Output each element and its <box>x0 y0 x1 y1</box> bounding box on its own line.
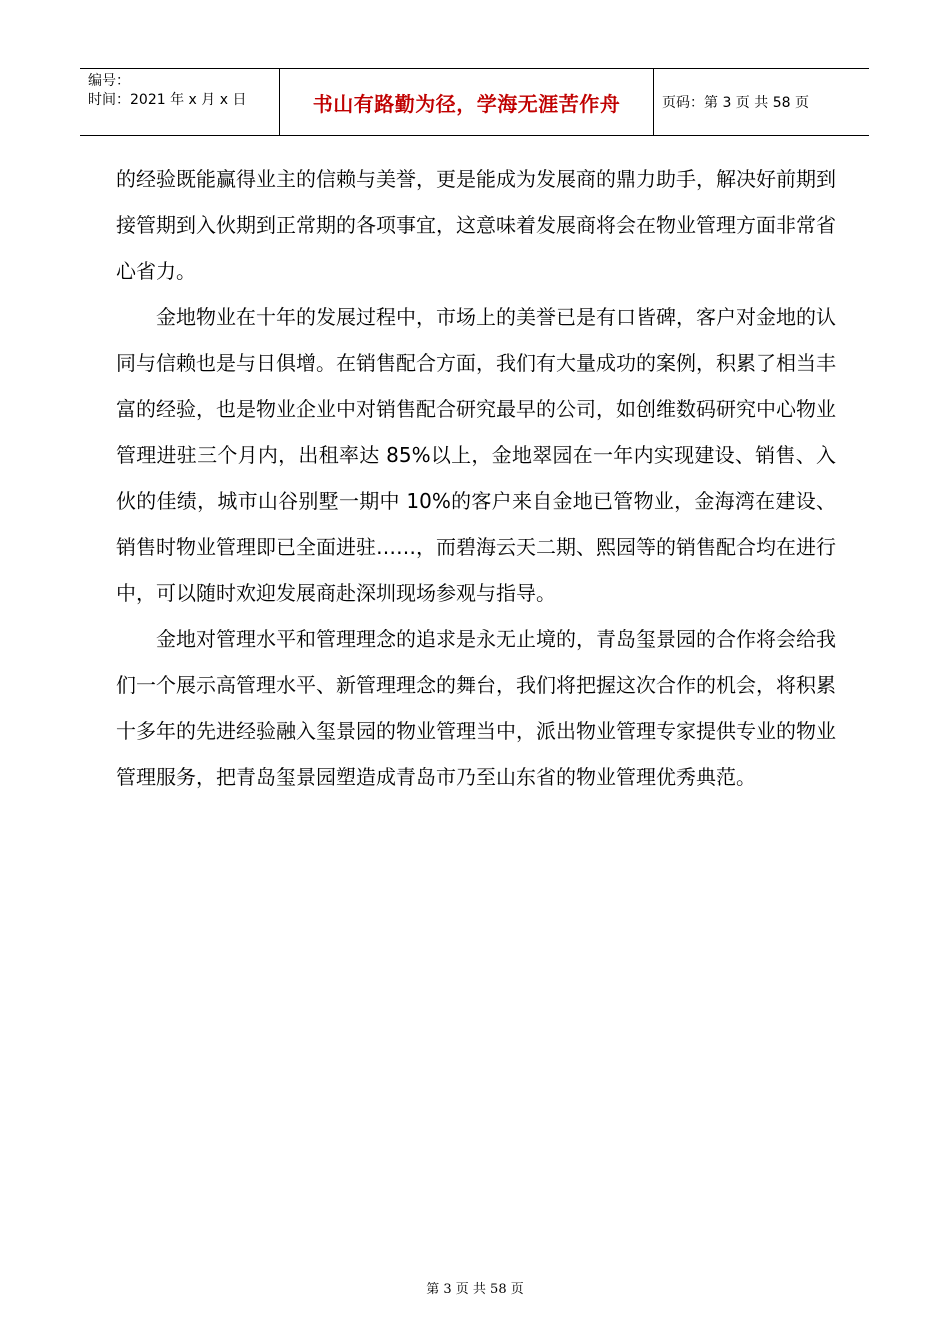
header-meta-cell <box>80 69 280 135</box>
header-motto: 书山有路勤为径，学海无涯苦作舟 <box>280 69 654 135</box>
document-date: 时间：2021 年 x 月 x 日 <box>88 92 247 108</box>
paragraph-cooperation: 金地对管理水平和管理理念的追求是永无止境的，青岛玺景园的合作将会给我们一个展示高管理水平、新管理理念的舞台，我们将把握这次合作的机会，将积累十多年的先进经验融入玺景园的物业管理当中，派出物业管理专家提供专业的物业管理服务，把青岛玺景园塑造成青岛市乃至山东省的物业管理优秀典范。 <box>116 627 836 789</box>
document-number-label: 编号： <box>88 73 130 89</box>
paragraph-sales-support: 金地物业在十年的发展过程中，市场上的美誉已是有口皆碑，客户对金地的认同与信赖也是与日俱增。在销售配合方面，我们有大量成功的案例，积累了相当丰富的经验，也是物业企业中对销售配合研究最早的公司，如创维数码研究中心物业管理进驻三个月内，出租率达 85%以上，金地翠园在一年内实现建设、销售、入伙的佳绩，城市山谷别墅一期中 10%的客户来自金地已管物业，金海湾在建设、销售时物业管理即已全面进驻……，而碧海云天二期、熙园等的销售配合均在进行中，可以随时欢迎发展商赴深圳现场参观与指导。 <box>116 305 836 605</box>
page-footer: 第 3 页 共 58 页 <box>426 1282 524 1297</box>
paragraph-continuation: 的经验既能赢得业主的信赖与美誉，更是能成为发展商的鼎力助手，解决好前期到接管期到入伙期到正常期的各项事宜，这意味着发展商将会在物业管理方面非常省心省力。 <box>116 167 836 283</box>
header-page-info: 页码：第 3 页 共 58 页 <box>662 95 809 111</box>
document-body <box>116 156 836 800</box>
page-header <box>80 68 869 136</box>
